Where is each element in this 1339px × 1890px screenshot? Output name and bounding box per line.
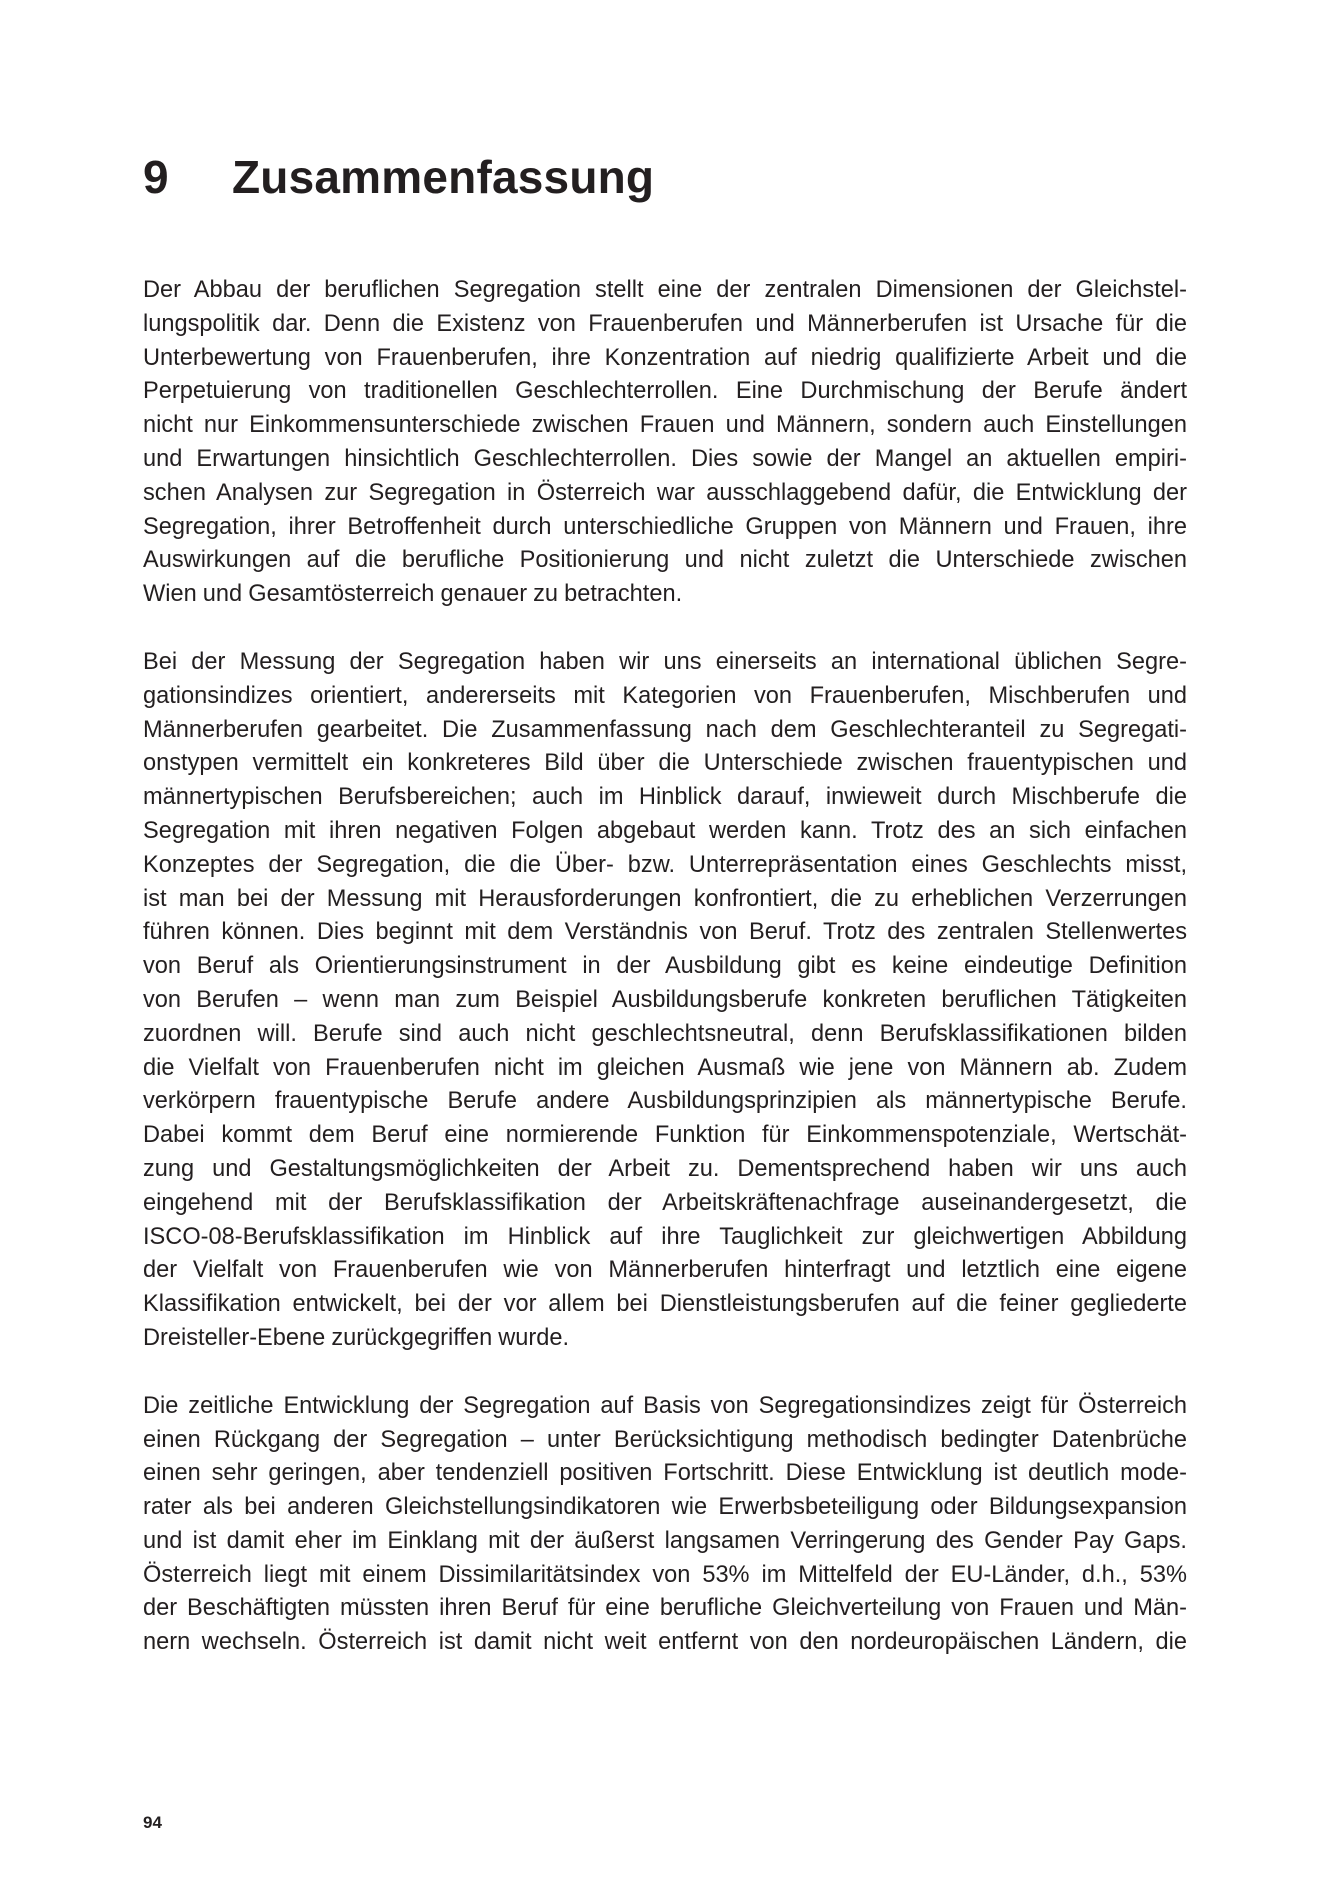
paragraph-2 <box>143 646 1187 1356</box>
text-line: Konzeptes der Segregation, die die Über- bzw. Unterrepräsentation eines Geschlechts misst, <box>143 851 1187 878</box>
text-line: Segregation mit ihren negativen Folgen abgebaut werden kann. Trotz des an sich einfachen <box>143 817 1187 844</box>
text-line: zuordnen will. Berufe sind auch nicht geschlechtsneutral, denn Berufsklassifikationen bilden <box>143 1020 1187 1047</box>
paragraph-1 <box>143 274 1187 612</box>
text-line: Der Abbau der beruflichen Segregation stellt eine der zentralen Dimensionen der Gleichstel- <box>143 277 1187 303</box>
text-line: Bei der Messung der Segregation haben wir uns einerseits an international üblichen Segre- <box>143 648 1187 675</box>
page-number: 94 <box>143 1813 162 1832</box>
text-line: und Erwartungen hinsichtlich Geschlechterrollen. Dies sowie der Mangel an aktuellen empiri- <box>143 445 1187 472</box>
text-line: nern wechseln. Österreich ist damit nicht weit entfernt von den nordeuropäischen Ländern, die <box>143 1629 1187 1656</box>
text-line: ISCO-08-Berufsklassifikation im Hinblick auf ihre Tauglichkeit zur gleichwertigen Abbildung <box>143 1223 1187 1250</box>
text-line: einen sehr geringen, aber tendenziell positiven Fortschritt. Diese Entwicklung ist deutlich mode- <box>143 1460 1187 1487</box>
text-line: der Beschäftigten müssten ihren Beruf für eine berufliche Gleichverteilung von Frauen und Män- <box>143 1595 1187 1622</box>
text-line: gationsindizes orientiert, andererseits mit Kategorien von Frauenberufen, Mischberufen und <box>143 682 1187 709</box>
text-line: lungspolitik dar. Denn die Existenz von Frauenberufen und Männerberufen ist Ursache für die <box>143 310 1187 337</box>
text-line: onstypen vermittelt ein konkreteres Bild über die Unterschiede zwischen frauentypischen und <box>143 750 1187 777</box>
text-line: Dabei kommt dem Beruf eine normierende Funktion für Einkommenspotenziale, Wertschät- <box>143 1122 1187 1149</box>
text-line: Perpetuierung von traditionellen Geschlechterrollen. Eine Durchmischung der Berufe ändert <box>143 378 1187 405</box>
text-line: Männerberufen gearbeitet. Die Zusammenfassung nach dem Geschlechteranteil zu Segregati- <box>143 716 1187 743</box>
paragraph-3 <box>143 1390 1187 1660</box>
text-line: die Vielfalt von Frauenberufen nicht im gleichen Ausmaß wie jene von Männern ab. Zudem <box>143 1054 1187 1081</box>
text-line: männertypischen Berufsbereichen; auch im Hinblick darauf, inwieweit durch Mischberufe die <box>143 784 1187 811</box>
text-line: Klassifikation entwickelt, bei der vor allem bei Dienstleistungsberufen auf die feiner gegliederte <box>143 1291 1187 1318</box>
text-line: ist man bei der Messung mit Herausforderungen konfrontiert, die zu erheblichen Verzerrungen <box>143 885 1187 912</box>
text-line: schen Analysen zur Segregation in Österreich war ausschlaggebend dafür, die Entwicklung der <box>143 479 1187 506</box>
text-line: von Berufen – wenn man zum Beispiel Ausbildungsberufe konkreten beruflichen Tätigkeiten <box>143 986 1187 1013</box>
text-line: von Beruf als Orientierungsinstrument in der Ausbildung gibt es keine eindeutige Definition <box>143 953 1187 980</box>
text-line: der Vielfalt von Frauenberufen wie von Männerberufen hinterfragt und letztlich eine eigene <box>143 1257 1187 1284</box>
text-line: Unterbewertung von Frauenberufen, ihre Konzentration auf niedrig qualifizierte Arbeit und die <box>143 344 1187 371</box>
text-line: rater als bei anderen Gleichstellungsindikatoren wie Erwerbsbeteiligung oder Bildungsexpansion <box>143 1494 1187 1521</box>
body-text <box>143 274 1187 1694</box>
text-line: Auswirkungen auf die berufliche Positionierung und nicht zuletzt die Unterschiede zwischen <box>143 547 1187 574</box>
text-line: verkörpern frauentypische Berufe andere Ausbildungsprinzipien als männertypische Berufe. <box>143 1088 1187 1115</box>
text-line: Österreich liegt mit einem Dissimilaritätsindex von 53% im Mittelfeld der EU-Länder, d.h., 53% <box>143 1561 1187 1588</box>
text-line: nicht nur Einkommensunterschiede zwischen Frauen und Männern, sondern auch Einstellungen <box>143 412 1187 439</box>
chapter-title: Zusammenfassung <box>232 151 655 203</box>
text-line: Die zeitliche Entwicklung der Segregation auf Basis von Segregationsindizes zeigt für Österreich <box>143 1392 1187 1419</box>
text-line: zung und Gestaltungsmöglichkeiten der Arbeit zu. Dementsprechend haben wir uns auch <box>143 1155 1187 1182</box>
text-line: Segregation, ihrer Betroffenheit durch unterschiedliche Gruppen von Männern und Frauen, ihre <box>143 513 1187 540</box>
text-line: eingehend mit der Berufsklassifikation der Arbeitskräftenachfrage auseinandergesetzt, die <box>143 1189 1187 1216</box>
text-line: führen können. Dies beginnt mit dem Verständnis von Beruf. Trotz des zentralen Stellenwertes <box>143 919 1187 946</box>
text-line: einen Rückgang der Segregation – unter Berücksichtigung methodisch bedingter Datenbrüche <box>143 1426 1187 1453</box>
chapter-number: 9 <box>143 151 169 203</box>
text-line: Dreisteller-Ebene zurückgegriffen wurde. <box>143 1324 570 1351</box>
chapter-heading <box>143 152 654 203</box>
text-line: und ist damit eher im Einklang mit der äußerst langsamen Verringerung des Gender Pay Gaps. <box>143 1527 1187 1554</box>
text-line: Wien und Gesamtösterreich genauer zu betrachten. <box>143 581 683 608</box>
